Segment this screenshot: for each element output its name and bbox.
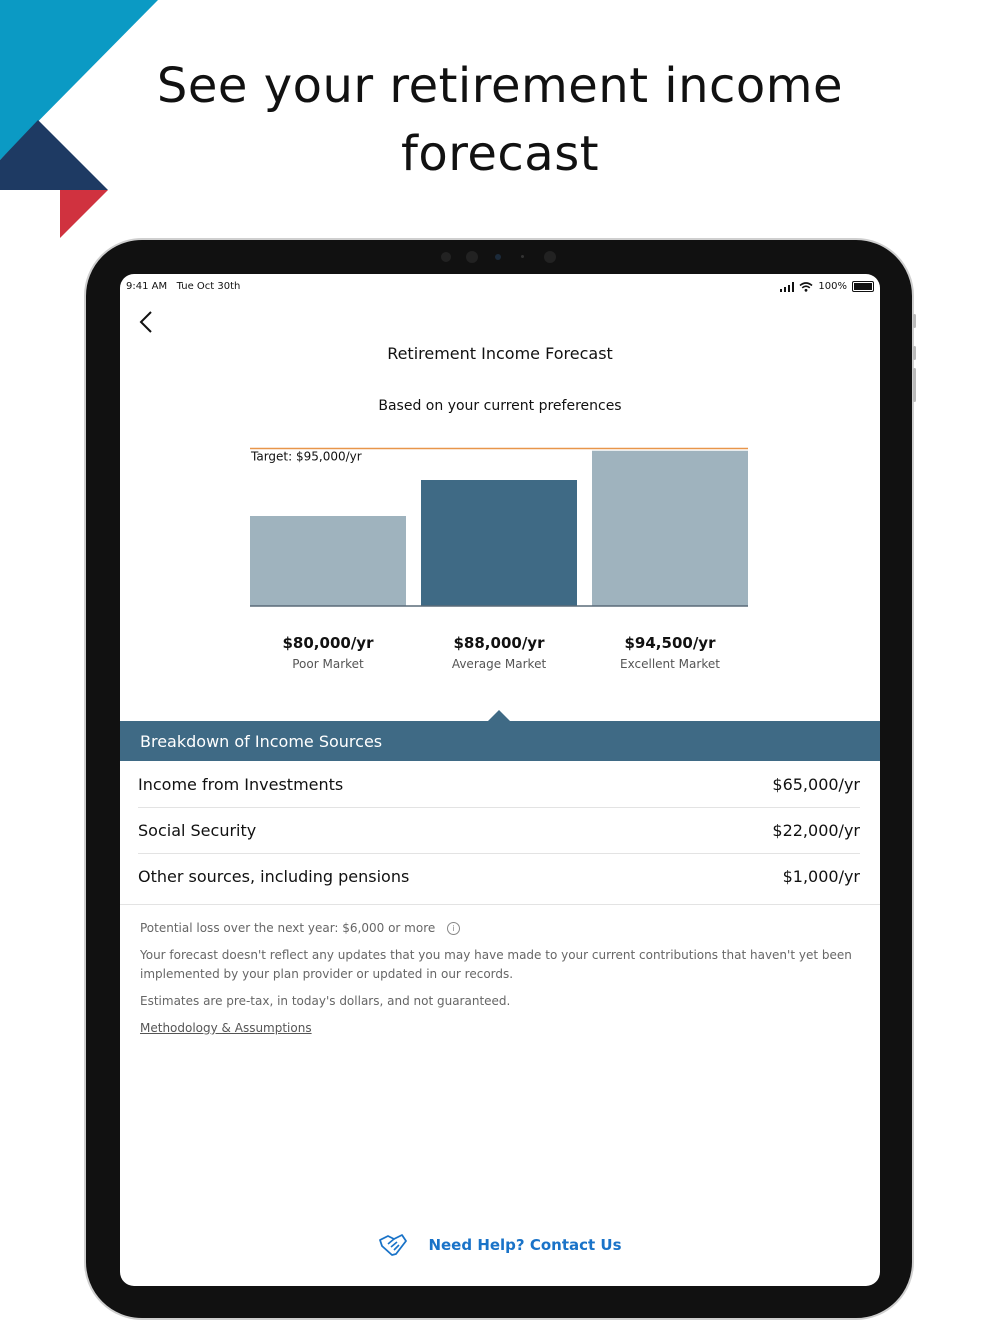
- tablet-frame: [84, 238, 914, 1320]
- help-section[interactable]: [120, 1232, 880, 1258]
- breakdown-header: Breakdown of Income Sources: [120, 721, 880, 761]
- sensor-dot: [441, 252, 451, 262]
- income-row-label: Social Security: [138, 821, 257, 840]
- estimates-text: Estimates are pre-tax, in today's dollars, and not guaranteed.: [140, 994, 511, 1008]
- chart-title: Based on your current preferences: [378, 398, 622, 414]
- income-row-value: $22,000/yr: [772, 821, 860, 840]
- bar-excellent-market[interactable]: [592, 451, 748, 606]
- income-row-label: Other sources, including pensions: [138, 867, 410, 886]
- bar-label: [419, 634, 579, 671]
- status-time: 9:41 AM: [126, 281, 168, 292]
- income-row-value: $1,000/yr: [782, 867, 860, 886]
- bar-value-label: $94,500/yr: [624, 634, 716, 652]
- app-screen: [120, 274, 880, 1286]
- target-label: Target: $95,000/yr: [251, 449, 362, 464]
- bar-label: [248, 634, 408, 671]
- disclaimer-text: Your forecast doesn't reflect any updates that you may have made to your current contributions that haven't yet been implemented by your plan provider or updated in our records.: [140, 948, 852, 981]
- bar-category-label: Poor Market: [292, 657, 364, 671]
- divider: [120, 904, 880, 905]
- bar-value-label: $88,000/yr: [453, 634, 545, 652]
- sensor-dot: [521, 255, 524, 258]
- bar-average-market[interactable]: [421, 480, 577, 606]
- bar-label: [590, 634, 750, 671]
- income-row-investments: [138, 762, 860, 808]
- notes-section: [140, 919, 860, 1046]
- headline-line-2: forecast: [400, 126, 600, 182]
- sensor-dot: [544, 251, 556, 263]
- potential-loss-text: Potential loss over the next year: $6,000 or more: [140, 921, 436, 935]
- contact-us-link[interactable]: Need Help? Contact Us: [428, 1236, 622, 1254]
- info-icon[interactable]: i: [447, 922, 460, 935]
- handshake-icon[interactable]: [378, 1232, 408, 1258]
- status-date: Tue Oct 30th: [176, 281, 241, 292]
- screen-title: Retirement Income Forecast: [387, 344, 613, 363]
- potential-loss-note: [140, 919, 860, 938]
- camera-icon: [466, 251, 478, 263]
- methodology-link[interactable]: Methodology & Assumptions: [140, 1021, 312, 1035]
- sensor-dot: [495, 254, 501, 260]
- page-headline: [0, 52, 1000, 188]
- bar-value-label: $80,000/yr: [282, 634, 374, 652]
- income-row-label: Income from Investments: [138, 775, 344, 794]
- pointer-arrow: [488, 710, 510, 721]
- battery-percent: 100%: [818, 281, 847, 292]
- income-row-social-security: [138, 808, 860, 854]
- income-row-other: [138, 854, 860, 899]
- side-button: [913, 368, 916, 402]
- bar-category-label: Excellent Market: [620, 657, 720, 671]
- bar-poor-market[interactable]: [250, 516, 406, 606]
- bar-category-label: Average Market: [451, 657, 547, 671]
- side-button: [913, 314, 916, 328]
- headline-line-1: See your retirement income: [156, 58, 844, 114]
- income-row-value: $65,000/yr: [772, 775, 860, 794]
- side-button: [913, 346, 916, 360]
